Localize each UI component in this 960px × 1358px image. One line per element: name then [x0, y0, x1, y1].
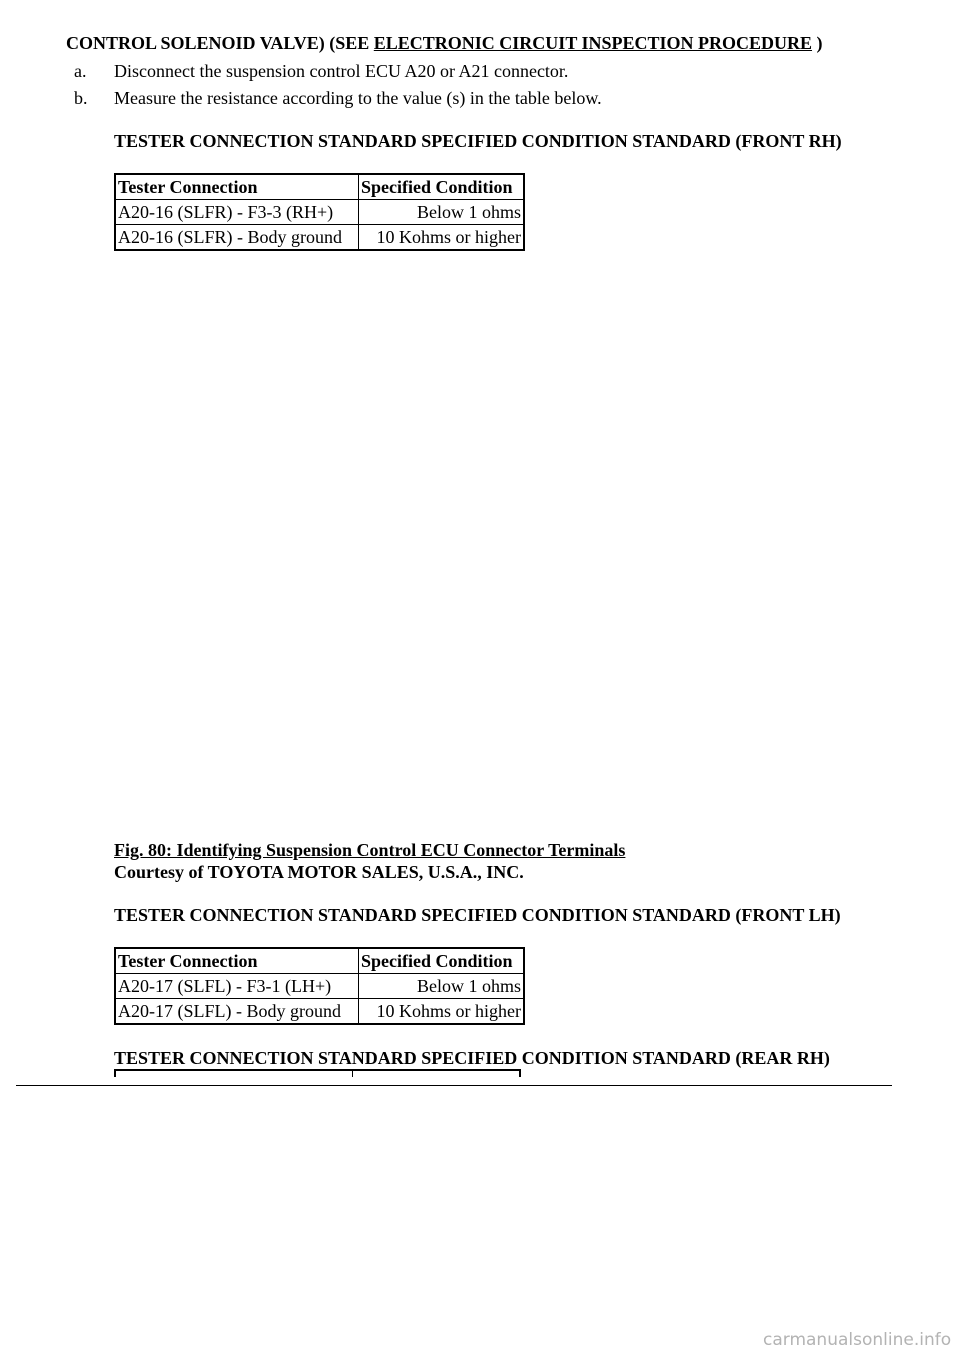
watermark: carmanualsonline.info: [763, 1330, 952, 1350]
table-title-front-rh: TESTER CONNECTION STANDARD SPECIFIED CONDITION STANDARD (FRONT RH): [114, 131, 842, 151]
table-column-divider: [352, 1071, 353, 1077]
cell-condition: Below 1 ohms: [359, 200, 525, 225]
header-tester-connection: Tester Connection: [115, 174, 359, 200]
cell-connection: A20-17 (SLFL) - F3-1 (LH+): [115, 974, 359, 999]
spec-table-rear-rh-partial: [114, 1069, 521, 1077]
procedure-link[interactable]: ELECTRONIC CIRCUIT INSPECTION PROCEDURE: [373, 33, 813, 53]
step-a: [74, 60, 568, 82]
page-footer-rule: [16, 1085, 892, 1086]
heading-suffix: ): [812, 33, 823, 53]
header-specified-condition: Specified Condition: [359, 948, 525, 974]
cell-condition: 10 Kohms or higher: [359, 999, 525, 1025]
table-row: [115, 225, 524, 251]
step-b: [74, 87, 602, 109]
table-edge-left: [114, 1071, 116, 1077]
step-text: Disconnect the suspension control ECU A20 or A21 connector.: [114, 61, 569, 81]
table-row: [115, 974, 524, 999]
figure-title[interactable]: Fig. 80: Identifying Suspension Control ECU Connector Terminals: [114, 840, 626, 860]
header-specified-condition: Specified Condition: [359, 174, 525, 200]
cell-connection: A20-16 (SLFR) - F3-3 (RH+): [115, 200, 359, 225]
cell-condition: 10 Kohms or higher: [359, 225, 525, 251]
table-title-front-lh: TESTER CONNECTION STANDARD SPECIFIED CONDITION STANDARD (FRONT LH): [114, 905, 841, 925]
header-tester-connection: Tester Connection: [115, 948, 359, 974]
table-header-row: [115, 948, 524, 974]
table-title-rear-rh: TESTER CONNECTION STANDARD SPECIFIED CONDITION STANDARD (REAR RH): [114, 1048, 830, 1068]
spec-table-front-lh: [114, 947, 525, 1025]
cell-connection: A20-16 (SLFR) - Body ground: [115, 225, 359, 251]
figure-credit: Courtesy of TOYOTA MOTOR SALES, U.S.A., INC.: [114, 862, 524, 882]
spec-table-front-rh: [114, 173, 525, 251]
table-edge-right: [519, 1071, 521, 1077]
table-row: [115, 999, 524, 1025]
heading-prefix: CONTROL SOLENOID VALVE) (SEE: [66, 33, 374, 53]
section-heading: [66, 32, 823, 54]
step-letter: b.: [74, 88, 88, 108]
table-header-row: [115, 174, 524, 200]
step-text: Measure the resistance according to the value (s) in the table below.: [114, 88, 602, 108]
table-row: [115, 200, 524, 225]
cell-connection: A20-17 (SLFL) - Body ground: [115, 999, 359, 1025]
cell-condition: Below 1 ohms: [359, 974, 525, 999]
step-letter: a.: [74, 61, 87, 81]
